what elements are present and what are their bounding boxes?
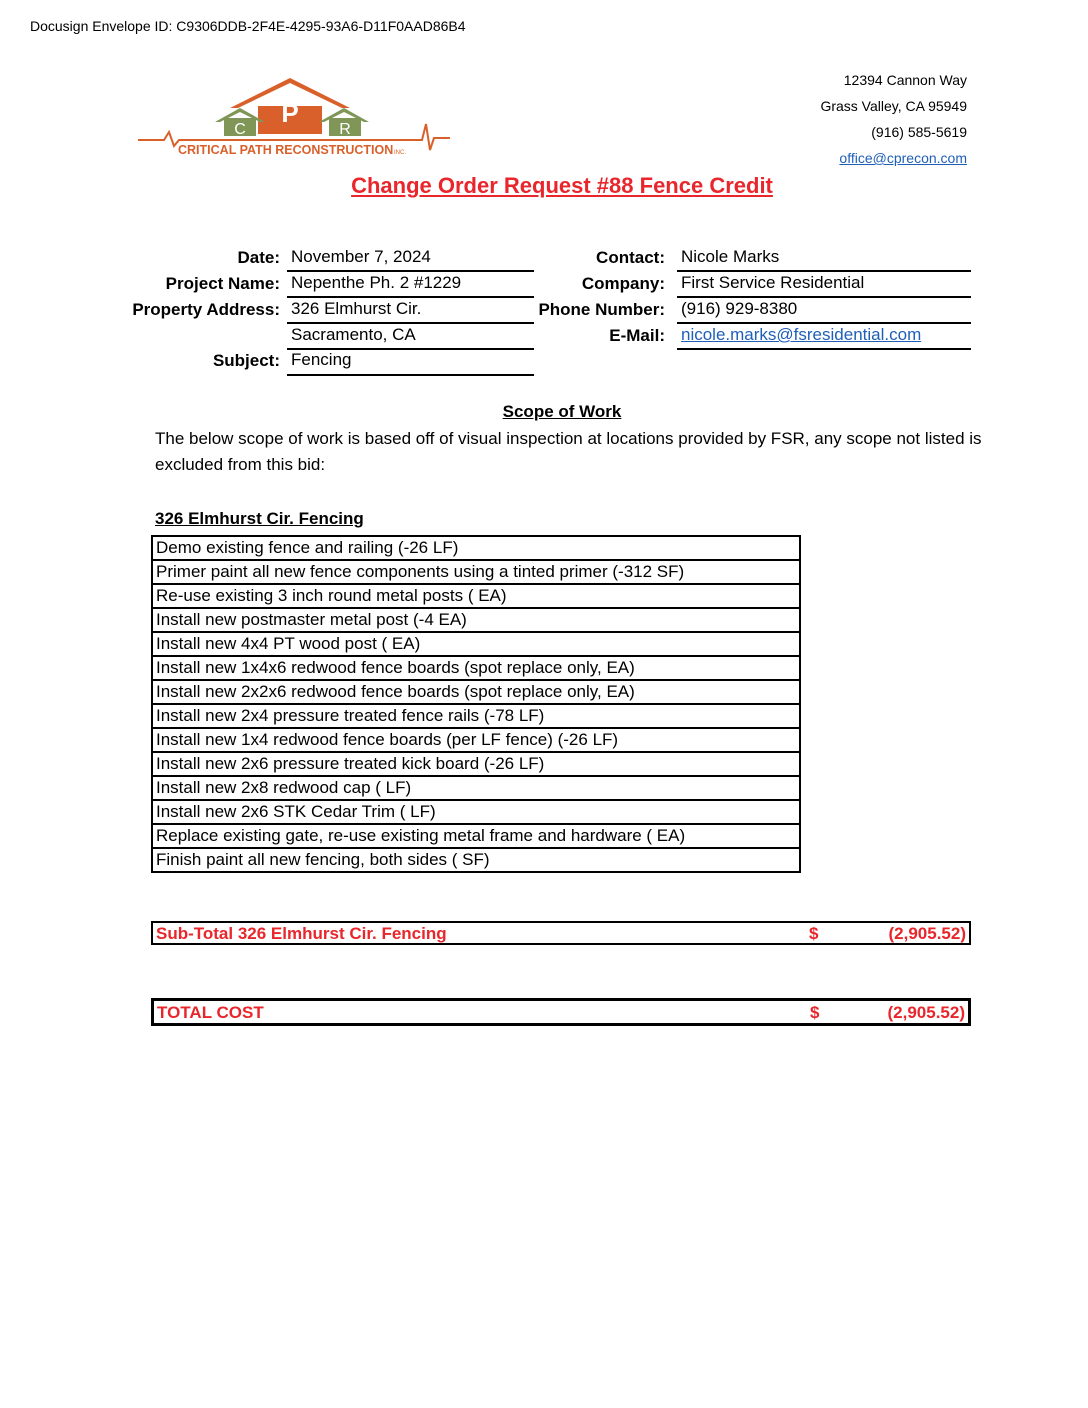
scope-item: Install new 2x8 redwood cap ( LF) [152,776,800,800]
total-row [151,998,971,1026]
total-currency: $ [810,1003,820,1022]
table-row [152,776,800,800]
table-row [152,680,800,704]
scope-intro: The below scope of work is based off of visual inspection at locations provided by FSR, any scope not listed is excluded from this bid: [155,429,982,474]
scope-item: Install new 2x6 STK Cedar Trim ( LF) [152,800,800,824]
logo-letter-c: C [234,121,246,138]
company-city: Grass Valley, CA 95949 [820,98,967,114]
table-row [152,608,800,632]
property-address-line1: 326 Elmhurst Cir. [287,299,534,324]
table-row [152,584,800,608]
table-row [152,728,800,752]
company-value: First Service Residential [677,273,971,298]
subject-label: Subject: [212,351,280,370]
company-email-link[interactable] [839,145,967,171]
logo-suffix: INC. [394,150,406,156]
total-amount: (2,905.52) [887,1003,965,1022]
table-row [152,824,800,848]
total-label: TOTAL COST [157,1003,264,1022]
subtotal-label: Sub-Total 326 Elmhurst Cir. Fencing [156,924,447,943]
company-logo [136,74,452,160]
scope-item: Install new postmaster metal post (-4 EA) [152,608,800,632]
scope-item: Install new 2x6 pressure treated kick board (-26 LF) [152,752,800,776]
table-row [152,632,800,656]
table-row [152,800,800,824]
company-label: Company: [581,274,665,293]
scope-item: Primer paint all new fence components using a tinted primer (-312 SF) [152,560,800,584]
email-label: E-Mail: [609,326,665,345]
date-value: November 7, 2024 [287,247,534,272]
subtotal-amount: (2,905.52) [888,924,966,943]
project-name-label: Project Name: [165,274,280,293]
table-row [152,752,800,776]
scope-item: Replace existing gate, re-use existing metal frame and hardware ( EA) [152,824,800,848]
date-label: Date: [237,248,280,267]
company-phone: (916) 585-5619 [871,124,967,140]
company-email[interactable]: office@cprecon.com [839,150,967,166]
table-row [152,656,800,680]
section-title: 326 Elmhurst Cir. Fencing [155,509,364,528]
table-row [152,536,800,560]
table-row [152,560,800,584]
scope-heading: Scope of Work [502,402,622,421]
property-address-line2: Sacramento, CA [287,325,534,350]
scope-item: Finish paint all new fencing, both sides ( SF) [152,848,800,872]
subject-value: Fencing [287,350,534,376]
project-name-value: Nepenthe Ph. 2 #1229 [287,273,534,298]
scope-item: Install new 1x4x6 redwood fence boards (spot replace only, EA) [152,656,800,680]
scope-item: Install new 1x4 redwood fence boards (per LF fence) (-26 LF) [152,728,800,752]
contact-email-link[interactable]: nicole.marks@fsresidential.com [677,325,971,350]
scope-item: Demo existing fence and railing (-26 LF) [152,536,800,560]
scope-item: Re-use existing 3 inch round metal posts ( EA) [152,584,800,608]
logo-letter-r: R [339,121,351,138]
contact-value: Nicole Marks [677,247,971,272]
table-row [152,848,800,872]
scope-item: Install new 2x4 pressure treated fence rails (-78 LF) [152,704,800,728]
subtotal-currency: $ [809,924,819,943]
scope-items-table [151,535,801,873]
table-row [152,704,800,728]
envelope-id: Docusign Envelope ID: C9306DDB-2F4E-4295-93A6-D11F0AAD86B4 [30,18,466,34]
contact-label: Contact: [596,248,665,267]
logo-letter-p: P [281,98,299,128]
phone-label: Phone Number: [538,300,665,319]
property-address-label: Property Address: [132,300,280,319]
company-street: 12394 Cannon Way [843,72,967,88]
phone-value: (916) 929-8380 [677,299,971,324]
logo-company-name: CRITICAL PATH RECONSTRUCTION [178,143,394,157]
scope-item: Install new 4x4 PT wood post ( EA) [152,632,800,656]
house-logo-icon [136,74,452,160]
page-title: Change Order Request #88 Fence Credit [351,173,773,198]
scope-item: Install new 2x2x6 redwood fence boards (spot replace only, EA) [152,680,800,704]
subtotal-row [151,921,971,945]
